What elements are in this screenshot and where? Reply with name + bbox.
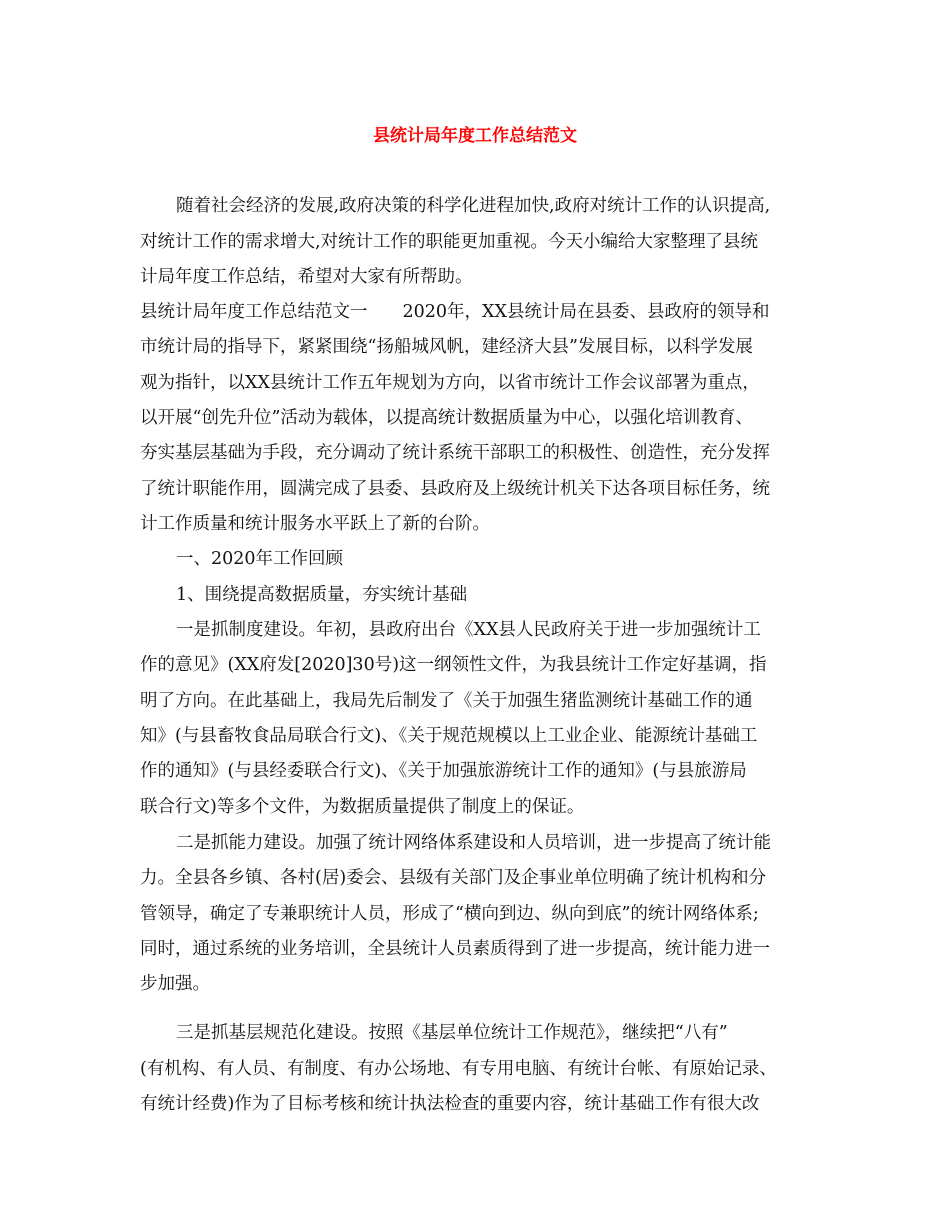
document-title: 县统计局年度工作总结范文 [373,126,577,146]
section-heading: 一、2020年工作回顾 [176,549,344,569]
paragraph-line: 三是抓基层规范化建设。按照《基层单位统计工作规范》，继续把“八有” [176,1023,728,1043]
paragraph-line: 作的通知》(与县经委联合行文)、《关于加强旅游统计工作的通知》(与县旅游局 [140,761,747,781]
paragraph-line: 联合行文)等多个文件，为数据质量提供了制度上的保证。 [140,797,585,817]
paragraph-line: 步加强。 [140,974,210,994]
paragraph-line: 计工作质量和统计服务水平跃上了新的台阶。 [140,514,490,534]
paragraph-line: 计局年度工作总结，希望对大家有所帮助。 [140,267,473,287]
paragraph-line: 夯实基层基础为手段，充分调动了统计系统干部职工的积极性、创造性，充分发挥 [140,443,770,463]
paragraph-line: 知》(与县畜牧食品局联合行文)、《关于规范规模以上工业企业、能源统计基础工 [140,726,758,746]
paragraph-line: 作的意见》(XX府发[2020]30号)这一纲领性文件，为我县统计工作定好基调，指 [140,655,767,675]
paragraph-line: 了统计职能作用，圆满完成了县委、县政府及上级统计机关下达各项目标任务，统 [140,479,770,499]
paragraph-line: (有机构、有人员、有制度、有办公场地、有专用电脑、有统计台帐、有原始记录、 [140,1059,777,1079]
paragraph-line: 市统计局的指导下，紧紧围绕“扬船城风帆，建经济大县”发展目标，以科学发展 [140,337,753,357]
paragraph-line: 随着社会经济的发展,政府决策的科学化进程加快,政府对统计工作的认识提高, [176,196,771,216]
paragraph-line: 力。全县各乡镇、各村(居)委会、县级有关部门及企事业单位明确了统计机构和分 [140,868,767,888]
paragraph-line: 管领导，确定了专兼职统计人员，形成了“横向到边、纵向到底”的统计网络体系; [140,904,759,924]
paragraph-line: 一是抓制度建设。年初，县政府出台《XX县人民政府关于进一步加强统计工 [176,620,761,640]
paragraph-line: 二是抓能力建设。加强了统计网络体系建设和人员培训，进一步提高了统计能 [176,833,771,853]
paragraph-line: 观为指针，以XX县统计工作五年规划为方向，以省市统计工作会议部署为重点， [140,373,760,393]
paragraph-line: 县统计局年度工作总结范文一 2020年，XX县统计局在县委、县政府的领导和 [140,302,770,322]
paragraph-line: 以开展“创先升位”活动为载体，以提高统计数据质量为中心，以强化培训教育、 [140,408,753,428]
paragraph-line: 对统计工作的需求增大,对统计工作的职能更加重视。今天小编给大家整理了县统 [140,232,759,252]
paragraph-line: 明了方向。在此基础上，我局先后制发了《关于加强生猪监测统计基础工作的通 [140,691,753,711]
paragraph-line: 同时，通过系统的业务培训，全县统计人员素质得到了进一步提高，统计能力进一 [140,939,770,959]
subsection-heading: 1、围绕提高数据质量，夯实统计基础 [176,585,468,605]
paragraph-line: 有统计经费)作为了目标考核和统计执法检查的重要内容，统计基础工作有很大改 [140,1094,760,1114]
